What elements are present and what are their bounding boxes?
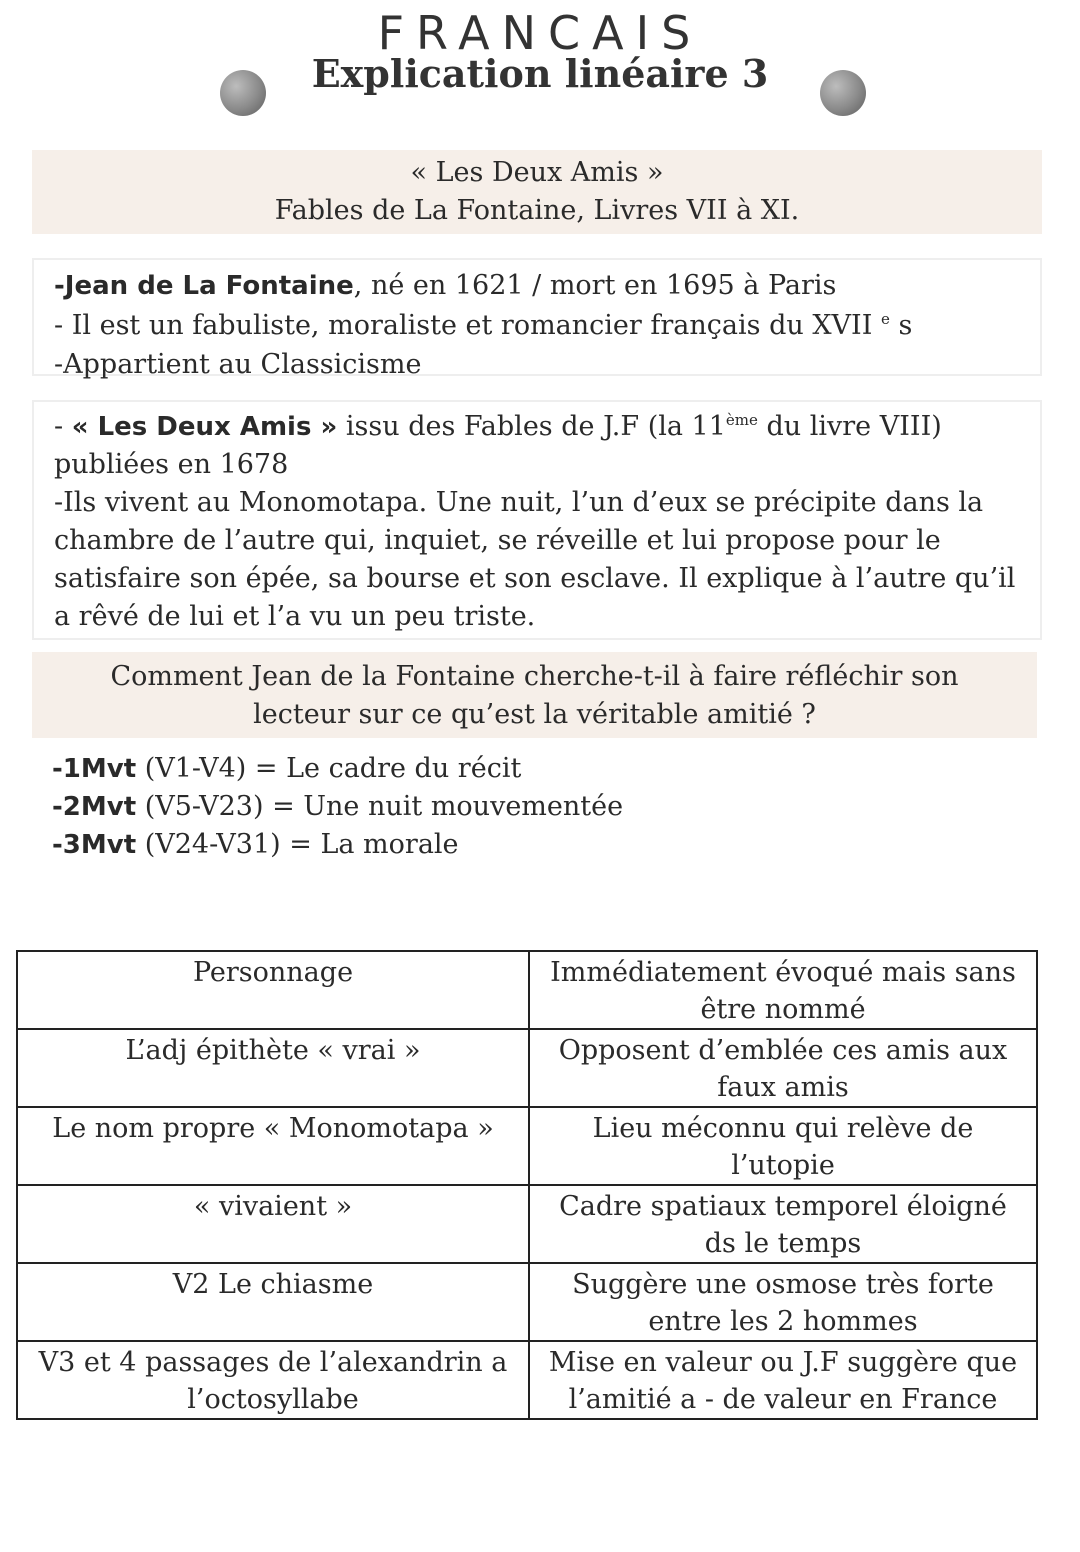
- table-cell: Cadre spatiaux temporel éloigné ds le temps: [529, 1185, 1037, 1263]
- question-line-1: Comment Jean de la Fontaine cherche-t-il à faire réfléchir son: [110, 661, 959, 692]
- summary-line-1: - « Les Deux Amis » issu des Fables de J.F (la 11ème du livre VIII): [54, 411, 942, 442]
- table-cell: V2 Le chiasme: [17, 1263, 529, 1341]
- table-cell: Opposent d’emblée ces amis aux faux amis: [529, 1029, 1037, 1107]
- work-source: Fables de La Fontaine, Livres VII à XI.: [274, 195, 800, 226]
- work-title-box: [32, 150, 1042, 234]
- table-cell: Immédiatement évoqué mais sans être nommé: [529, 951, 1037, 1029]
- table-cell: Lieu méconnu qui relève de l’utopie: [529, 1107, 1037, 1185]
- table-cell: L’adj épithète « vrai »: [17, 1029, 529, 1107]
- summary-box: [32, 400, 1042, 640]
- author-box: [32, 258, 1042, 380]
- author-line-3: -Appartient au Classicisme: [54, 349, 422, 380]
- table-cell: Mise en valeur ou J.F suggère que l’amitié a - de valeur en France: [529, 1341, 1037, 1419]
- table-row: [17, 1263, 1037, 1341]
- author-line-1: -Jean de La Fontaine, né en 1621 / mort en 1695 à Paris: [54, 270, 837, 301]
- table-row: [17, 1107, 1037, 1185]
- movements-list: [52, 750, 952, 864]
- work-name: « Les Deux Amis »: [71, 412, 338, 442]
- table-row: [17, 1341, 1037, 1419]
- table-row: [17, 951, 1037, 1029]
- movement-item: -1Mvt (V1-V4) = Le cadre du récit: [52, 753, 522, 784]
- summary-line-6: a rêvé de lui et l’a vu un peu triste.: [54, 601, 536, 632]
- table-row: [17, 1029, 1037, 1107]
- table-cell: Le nom propre « Monomotapa »: [17, 1107, 529, 1185]
- summary-line-3: -Ils vivent au Monomotapa. Une nuit, l’un d’eux se précipite dans la: [54, 487, 984, 518]
- movement-item: -2Mvt (V5-V23) = Une nuit mouvementée: [52, 791, 624, 822]
- table-cell: Personnage: [17, 951, 529, 1029]
- movement-item: -3Mvt (V24-V31) = La morale: [52, 829, 459, 860]
- work-title: « Les Deux Amis »: [410, 157, 664, 188]
- page-header: [0, 0, 1080, 130]
- summary-line-2: publiées en 1678: [54, 449, 289, 480]
- table-cell: V3 et 4 passages de l’alexandrin a l’octosyllabe: [17, 1341, 529, 1419]
- subject-title: FRANCAIS: [377, 6, 703, 60]
- analysis-table: [16, 950, 1038, 1420]
- author-name: -Jean de La Fontaine: [54, 271, 354, 301]
- problematic-box: [32, 652, 1037, 738]
- table-cell: Suggère une osmose très forte entre les 2 hommes: [529, 1263, 1037, 1341]
- author-line-2: - Il est un fabuliste, moraliste et romancier français du XVII $^e$ s: [54, 310, 913, 341]
- page-subtitle: Explication linéaire 3: [311, 51, 769, 96]
- table-row: [17, 1185, 1037, 1263]
- summary-line-4: chambre de l’autre qui, inquiet, se réveille et lui propose pour le: [54, 525, 941, 556]
- table-cell: « vivaient »: [17, 1185, 529, 1263]
- summary-line-5: satisfaire son épée, sa bourse et son esclave. Il explique à l’autre qu’il: [54, 563, 1016, 594]
- question-line-2: lecteur sur ce qu’est la véritable amitié ?: [253, 699, 816, 730]
